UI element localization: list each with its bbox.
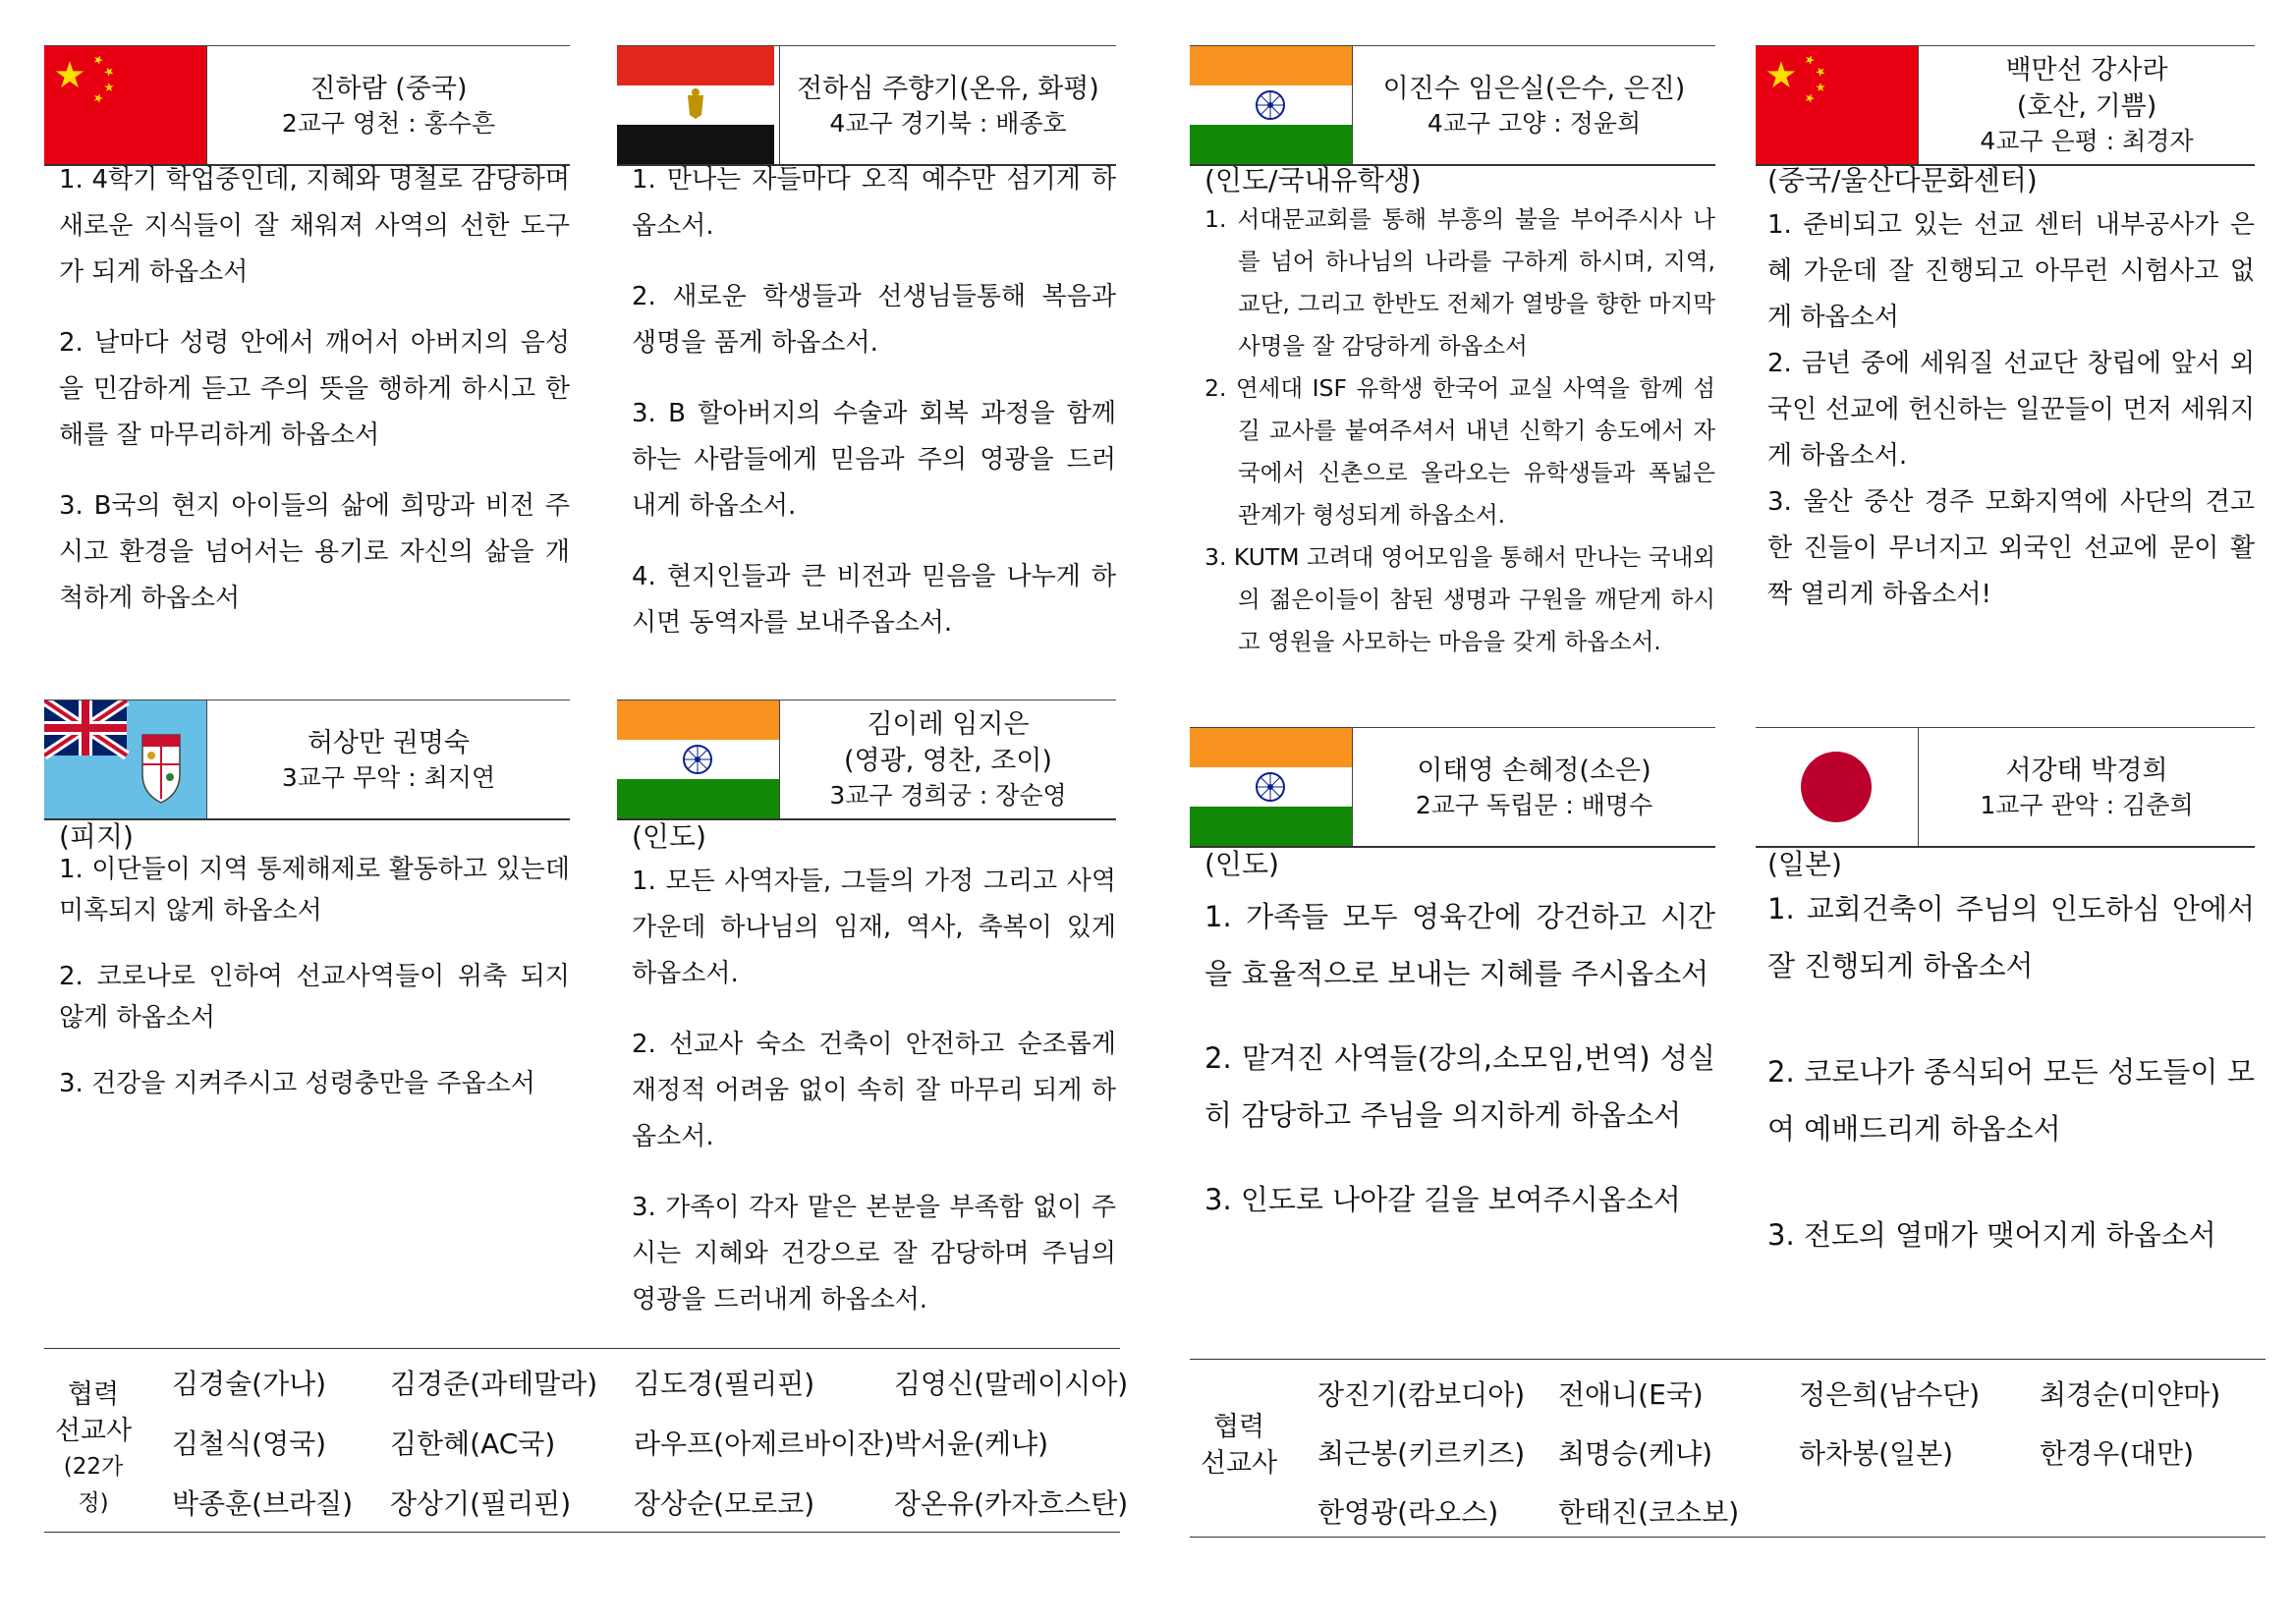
prayer-list	[59, 157, 570, 622]
missionary-name: 허상만 권명숙	[307, 727, 471, 758]
coop-missionary: 김영신(말레이시아)	[894, 1368, 1129, 1400]
region-tag: (인도/국내유학생)	[1204, 164, 1422, 196]
china-flag-icon	[1756, 46, 1918, 164]
prayer-item: 3. 전도의 열매가 맺어지게 하옵소서	[1767, 1218, 2216, 1252]
missionary-name: 서강태 박경희	[2005, 755, 2168, 786]
parish-contact: 2교구 독립문 : 배명수	[1415, 790, 1653, 819]
prayer-item: 3. 건강을 지켜주시고 성령충만을 주옵소서	[59, 1069, 535, 1098]
coop-missionary: 김경준(과테말라)	[390, 1368, 598, 1400]
parish-contact: 4교구 고양 : 정윤희	[1427, 108, 1642, 138]
card-header-text	[1918, 46, 2255, 164]
prayer-item: 2. 날마다 성령 안에서 깨어서 아버지의 음성을 민감하게 듣고 주의 뜻을 행하게 하시고 한 해를 잘 마무리하게 하옵소서	[59, 328, 570, 450]
prayer-item: 2. 코로나가 종식되어 모든 성도들이 모여 예배드리게 하옵소서	[1767, 1055, 2255, 1146]
fiji-flag-icon	[44, 700, 206, 818]
coop-missionary: 장진기(캄보디아)	[1317, 1378, 1526, 1411]
parish-contact: 3교구 경희궁 : 장순영	[829, 781, 1067, 810]
prayer-item: 2. 연세대 ISF 유학생 한국어 교실 사역을 함께 섬길 교사를 붙여주셔서 내년 신학기 송도에서 자국에서 신촌으로 올라오는 유학생들과 폭넓은 관계가 형성되게 하옵소서.	[1204, 374, 1715, 529]
card-header	[1190, 727, 1715, 848]
parish-contact: 3교구 무악 : 최지연	[281, 762, 496, 792]
card-header	[1756, 727, 2255, 848]
card-header-text	[779, 46, 1116, 164]
missionary-card-5	[44, 700, 570, 1122]
region-tag: (인도)	[1204, 848, 1279, 880]
parish-contact: 2교구 영천 : 홍수흔	[281, 108, 496, 138]
prayer-item: 1. 준비되고 있는 선교 센터 내부공사가 은혜 가운데 잘 진행되고 아무런 시험사고 없게 하옵소서	[1767, 210, 2255, 332]
egypt-flag-icon	[617, 46, 779, 164]
coop-missionary: 박종훈(브라질)	[172, 1487, 354, 1520]
cooperating-missionaries-right	[1190, 1359, 2266, 1538]
coop-missionary: 김경술(가나)	[172, 1368, 327, 1400]
card-header	[617, 700, 1116, 820]
parish-contact: 1교구 관악 : 김춘희	[1980, 790, 2194, 819]
coop-missionary: 한경우(대만)	[2040, 1437, 2195, 1470]
card-header	[1756, 45, 2255, 166]
prayer-item: 1. 만나는 자들마다 오직 예수만 섬기게 하옵소서.	[632, 165, 1116, 241]
card-header-text	[1352, 46, 1715, 164]
coop-missionary: 최경순(미얀마)	[2040, 1378, 2221, 1411]
parish-contact: 4교구 경기북 : 배종호	[829, 108, 1067, 138]
card-header	[44, 45, 570, 166]
card-header-text	[1918, 728, 2255, 846]
prayer-item: 3. KUTM 고려대 영어모임을 통해서 만나는 국내외의 젊은이들이 참된 생명과 구원을 깨닫게 하시고 영원을 사모하는 마음을 갖게 하옵소서.	[1204, 543, 1715, 655]
missionary-card-2	[617, 45, 1116, 654]
coop-missionary: 장상순(모로코)	[634, 1487, 815, 1520]
prayer-item: 4. 현지인들과 큰 비전과 믿음을 나누게 하시면 동역자를 보내주옵소서.	[632, 562, 1116, 638]
parish-contact: 4교구 은평 : 최경자	[1980, 127, 2194, 155]
missionary-name: 백만선 강사라	[2005, 55, 2168, 85]
prayer-item: 3. B국의 현지 아이들의 삶에 희망과 비전 주시고 환경을 넘어서는 용기로 자신의 삶을 개척하게 하옵소서	[59, 491, 570, 613]
card-header-text	[779, 700, 1116, 818]
prayer-item: 1. 가족들 모두 영육간에 강건하고 시간을 효율적으로 보내는 지혜를 주시옵소서	[1204, 900, 1715, 990]
region-tag: (인도)	[632, 820, 706, 853]
coop-missionary: 김한혜(AC국)	[390, 1428, 556, 1460]
card-header-text	[1352, 728, 1715, 846]
missionary-name: 진하람 (중국)	[309, 73, 468, 104]
prayer-item: 1. 서대문교회를 통해 부흥의 불을 부어주시사 나를 넘어 하나님의 나라를 구하게 하시며, 지역, 교단, 그리고 한반도 전체가 열방을 향한 마지막 사명을 잘 감당하게 하옵소서	[1204, 205, 1715, 360]
coop-missionary: 김도경(필리핀)	[634, 1368, 815, 1400]
prayer-list	[632, 859, 1116, 1323]
prayer-item: 1. 모든 사역자들, 그들의 가정 그리고 사역 가운데 하나님의 임재, 역사, 축복이 있게 하옵소서.	[632, 867, 1116, 988]
prayer-item: 3. B 할아버지의 수술과 회복 과정을 함께하는 사람들에게 믿음과 주의 영광을 드러내게 하옵소서.	[632, 399, 1116, 521]
prayer-item: 1. 이단들이 지역 통제해제로 활동하고 있는데 미혹되지 않게 하옵소서	[59, 855, 570, 925]
india-flag-icon	[1190, 46, 1352, 164]
coop-missionary: 최근봉(키르키즈)	[1317, 1437, 1526, 1470]
prayer-item: 1. 교회건축이 주님의 인도하심 안에서 잘 진행되게 하옵소서	[1767, 892, 2255, 982]
coop-missionary: 정은희(남수단)	[1799, 1378, 1981, 1411]
missionary-card-6	[617, 700, 1116, 1328]
prayer-item: 2. 새로운 학생들과 선생님들통해 복음과 생명을 품게 하옵소서.	[632, 282, 1116, 358]
prayer-item: 3. 울산 중산 경주 모화지역에 사단의 견고한 진들이 무너지고 외국인 선교에 문이 활짝 열리게 하옵소서!	[1767, 487, 2255, 609]
coop-missionary: 하차봉(일본)	[1799, 1437, 1954, 1470]
missionary-card-3	[1190, 45, 1715, 703]
card-header	[44, 700, 570, 820]
card-header	[617, 45, 1116, 166]
missionary-name: 김이레 임지은	[867, 709, 1030, 740]
coop-missionary: 한영광(라오스)	[1317, 1496, 1499, 1529]
missionary-name: 이진수 임은실(은수, 은진)	[1382, 73, 1686, 104]
prayer-item: 2. 코로나로 인하여 선교사역들이 위축 되지 않게 하옵소서	[59, 962, 570, 1033]
coop-missionary: 최명승(케냐)	[1558, 1437, 1713, 1470]
coop-missionary: 전애니(E국)	[1558, 1378, 1704, 1411]
region-tag: (중국/울산다문화센터)	[1767, 164, 2038, 196]
missionary-family: (호산, 기쁨)	[2016, 91, 2157, 122]
prayer-item: 1. 4학기 학업중인데, 지혜와 명철로 감당하며 새로운 지식들이 잘 채워져 사역의 선한 도구가 되게 하옵소서	[59, 165, 570, 287]
coop-missionary: 장상기(필리핀)	[390, 1487, 572, 1520]
prayer-item: 3. 인도로 나아갈 길을 보여주시옵소서	[1204, 1183, 1681, 1216]
coop-label: 협력 선교사	[1200, 1412, 1278, 1479]
card-header	[1190, 45, 1715, 166]
prayer-list	[1767, 202, 2255, 618]
coop-missionary: 라우프(아제르바이잔)	[634, 1428, 895, 1460]
card-header-text	[206, 46, 570, 164]
region-tag: (일본)	[1767, 848, 1842, 880]
missionary-family: (영광, 영찬, 조이)	[844, 746, 1052, 776]
prayer-list	[632, 157, 1116, 646]
prayer-item: 2. 금년 중에 세워질 선교단 창립에 앞서 외국인 선교에 헌신하는 일꾼들이 먼저 세워지게 하옵소서.	[1767, 349, 2255, 471]
missionary-card-4	[1756, 45, 2255, 654]
coop-missionary: 박서윤(케냐)	[894, 1428, 1049, 1460]
card-header-text	[206, 700, 570, 818]
coop-missionary: 장온유(카자흐스탄)	[894, 1487, 1129, 1520]
missionary-card-1	[44, 45, 570, 635]
india-flag-icon	[1190, 728, 1352, 846]
cooperating-missionaries-left	[44, 1348, 1129, 1533]
prayer-item: 2. 선교사 숙소 건축이 안전하고 순조롭게 재정적 어려움 없이 속히 잘 마무리 되게 하옵소서.	[632, 1030, 1116, 1151]
coop-label: 협력 선교사 (22가정)	[54, 1379, 133, 1516]
japan-flag-icon	[1756, 728, 1918, 846]
missionary-name: 전하심 주향기(온유, 화평)	[797, 73, 1099, 104]
prayer-list	[1204, 888, 1715, 1228]
prayer-list	[59, 849, 570, 1104]
prayer-list	[1204, 198, 1715, 663]
prayer-list	[1767, 880, 2255, 1263]
prayer-item: 3. 가족이 각자 맡은 본분을 부족함 없이 주시는 지혜와 건강으로 잘 감당하며 주님의 영광을 드러내게 하옵소서.	[632, 1193, 1116, 1315]
india-flag-icon	[617, 700, 779, 818]
prayer-item: 2. 맡겨진 사역들(강의,소모임,번역) 성실히 감당하고 주님을 의지하게 하옵소서	[1204, 1041, 1715, 1132]
missionary-card-7	[1190, 727, 1715, 1336]
missionary-card-8	[1756, 727, 2255, 1316]
coop-missionary: 김철식(영국)	[172, 1428, 327, 1460]
missionary-name: 이태영 손혜정(소은)	[1417, 755, 1652, 786]
coop-missionary: 한태진(코소보)	[1558, 1496, 1740, 1529]
china-flag-icon	[44, 46, 206, 164]
region-tag: (피지)	[59, 820, 134, 853]
